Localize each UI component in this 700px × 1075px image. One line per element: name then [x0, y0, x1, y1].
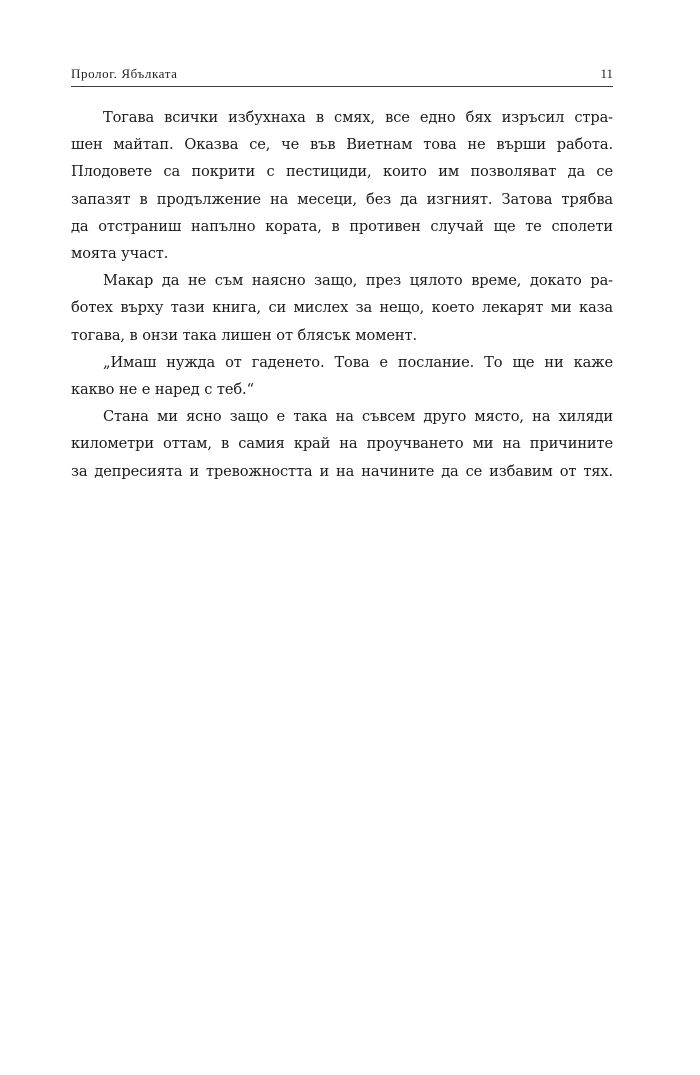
- text-line: за депресията и тревожността и на начините да се избавим от тях.: [71, 462, 613, 480]
- text-line: да отстраниш напълно кората, в противен случай ще те сполети: [71, 217, 613, 235]
- text-line: какво не е наред с теб.“: [71, 381, 254, 399]
- running-header: [71, 66, 613, 87]
- body-text: [71, 104, 613, 485]
- text-line: шен майтап. Оказва се, че във Виетнам това не върши работа.: [71, 136, 613, 154]
- text-line: тогава, в онзи така лишен от блясък момент.: [71, 326, 417, 344]
- text-line: моята участ.: [71, 245, 169, 263]
- paragraph: [71, 104, 613, 267]
- text-line: „Имаш нужда от гаденето. Това е послание. То ще ни каже: [103, 353, 613, 371]
- page-number: 11: [600, 66, 613, 81]
- chapter-running-title: Пролог. Ябълката: [71, 66, 178, 81]
- text-line: ботех върху тази книга, си мислех за нещо, което лекарят ми каза: [71, 299, 613, 317]
- text-line: Макар да не съм наясно защо, през цялото време, докато ра-: [103, 272, 613, 290]
- text-line: запазят в продължение на месеци, без да изгният. Затова трябва: [71, 190, 613, 208]
- paragraph: [71, 403, 613, 485]
- text-line: Плодовете са покрити с пестициди, които им позволяват да се: [71, 163, 613, 181]
- text-line: Стана ми ясно защо е така на съвсем друго място, на хиляди: [103, 408, 613, 426]
- text-line: километри оттам, в самия край на проучването ми на причините: [71, 435, 613, 453]
- text-line: Тогава всички избухнаха в смях, все едно бях изръсил стра-: [103, 109, 613, 126]
- paragraph: [71, 349, 613, 403]
- paragraph: [71, 267, 613, 349]
